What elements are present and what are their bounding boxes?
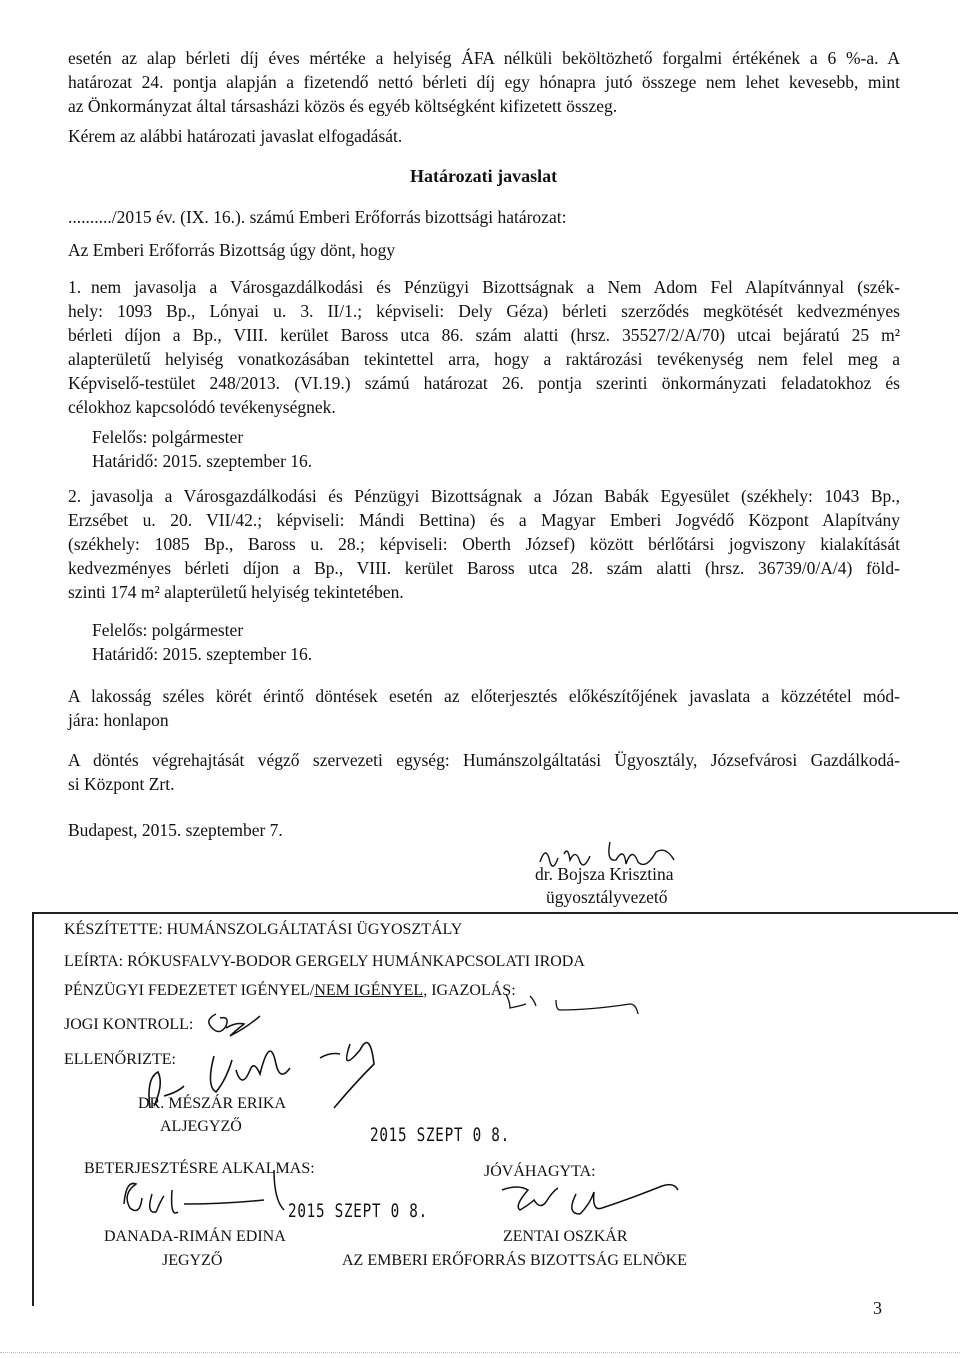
- approval-label: JÓVÁHAGYTA:: [484, 1163, 596, 1180]
- item-2-responsible: Felelős: polgármester: [92, 620, 244, 640]
- prepared-by: KÉSZÍTETTE: HUMÁNSZOLGÁLTATÁSI ÜGYOSZTÁLY: [64, 921, 463, 938]
- date-stamp-2: 2015 SZEPT 0 8.: [288, 1200, 428, 1222]
- item-1-number: 1.: [68, 277, 82, 297]
- publication-line-2: jára: honlapon: [68, 710, 169, 730]
- page-number: 3: [873, 1298, 882, 1318]
- item-1-line-1: nem javasolja a Városgazdálkodási és Pénzügyi Bizottságnak a Nem Adom Fel Alapítvánnyal (szék-: [91, 277, 900, 297]
- intro-line-2: határozat 24. pontja alapján a fizetendő nettó bérleti díj egy hónapra jutó összege nem lehet kevesebb, mint: [68, 72, 900, 92]
- item-1-line-4: alapterületű helyiség vonatkozásában tekintettel arra, hogy a raktározási tevékenység nem felel meg a: [68, 349, 900, 369]
- proposal-heading: Határozati javaslat: [410, 166, 558, 186]
- notary-signature: [112, 1170, 312, 1230]
- intro-line-3: az Önkormányzat által társasházi közös és egyéb költségként kifizetett összeg.: [68, 96, 618, 116]
- chair-title: AZ EMBERI ERŐFORRÁS BIZOTTSÁG ELNÖKE: [342, 1252, 687, 1269]
- date-stamp-1: 2015 SZEPT 0 8.: [370, 1124, 510, 1146]
- item-1-line-5: Képviselő-testület 248/2013. (VI.19.) számú határozat 26. pontja szerinti önkormányzati feladatokhoz és: [68, 373, 900, 393]
- written-by: LEÍRTA: RÓKUSFALVY-BODOR GERGELY HUMÁNKAPCSOLATI IRODA: [64, 953, 585, 970]
- legal-control: JOGI KONTROLL:: [64, 1016, 194, 1033]
- checker-title: ALJEGYZŐ: [160, 1118, 242, 1135]
- chair-signature: [492, 1178, 712, 1222]
- item-2-line-3: (székhely: 1085 Bp., Baross u. 28.; képviseli: Oberth József) között bérlőtársi jogviszony kialakítását: [68, 534, 900, 554]
- request-text: Kérem az alábbi határozati javaslat elfogadását.: [68, 126, 403, 146]
- checker-name: DR. MÉSZÁR ERIKA: [138, 1095, 287, 1112]
- intro-line-1: esetén az alap bérleti díj éves mértéke a helyiség ÁFA nélküli beköltözhető forgalmi értékének a 6 %-a. A: [68, 48, 900, 68]
- item-1-line-2: hely: 1093 Bp., Lónyai u. 3. II/1.; képviseli: Dely Géza) bérleti szerződés megkötését kedvezményes: [68, 301, 900, 321]
- resolution-number-line: ........../2015 év. (IX. 16.). számú Emberi Erőforrás bizottsági határozat:: [68, 207, 567, 227]
- item-2-line-1: javasolja a Városgazdálkodási és Pénzügyi Bizottságnak a Józan Babák Egyesület (székhely: 1043 Bp.,: [91, 486, 900, 506]
- item-2-line-2: Erzsébet u. 20. VII/42.; képviseli: Mándi Bettina) és a Magyar Emberi Jogvédő Központ Alapítvány: [68, 510, 900, 530]
- chair-name: ZENTAI OSZKÁR: [503, 1228, 628, 1245]
- item-2-number: 2.: [68, 486, 82, 506]
- page-bottom-divider: [0, 1352, 960, 1353]
- financial-suffix: , IGAZOLÁS:: [423, 982, 516, 999]
- item-2-deadline: Határidő: 2015. szeptember 16.: [92, 644, 313, 664]
- item-1-line-3: bérleti díjon a Bp., VIII. kerület Baross utca 86. szám alatti (hrsz. 35527/2/A/70) utcai bejáratú 25 m²: [68, 325, 900, 345]
- financial-signature: [500, 978, 640, 1018]
- execution-line-1: A döntés végrehajtását végző szervezeti egység: Humánszolgáltatási Ügyosztály, Józsefvárosi Gazdálkodá-: [68, 750, 900, 770]
- financial-line: [64, 979, 516, 1003]
- execution-line-2: si Központ Zrt.: [68, 774, 175, 794]
- submission-label: BETERJESZTÉSRE ALKALMAS:: [84, 1160, 315, 1177]
- item-2-line-5: szinti 174 m² alapterületű helyiség tekintetében.: [68, 582, 404, 602]
- publication-line-1: A lakosság széles körét érintő döntések esetén az előterjesztés előkészítőjének javaslata a közzététel mód-: [68, 686, 900, 706]
- item-1-deadline: Határidő: 2015. szeptember 16.: [92, 451, 313, 471]
- notary-name: DANADA-RIMÁN EDINA: [104, 1228, 286, 1245]
- signer-title: ügyosztályvezető: [546, 887, 668, 907]
- item-1-responsible: Felelős: polgármester: [92, 427, 244, 447]
- financial-prefix: PÉNZÜGYI FEDEZETET IGÉNYEL/: [64, 982, 315, 999]
- decision-intro: Az Emberi Erőforrás Bizottság úgy dönt, hogy: [68, 240, 396, 260]
- date-line: Budapest, 2015. szeptember 7.: [68, 820, 283, 840]
- notary-title: JEGYZŐ: [162, 1252, 223, 1269]
- item-1-line-6: célokhoz kapcsolódó tevékenységnek.: [68, 397, 336, 417]
- signer-name: dr. Bojsza Krisztina: [535, 864, 674, 884]
- financial-underlined: NEM IGÉNYEL: [314, 982, 424, 999]
- item-2-line-4: kedvezményes bérleti díjon a Bp., VIII. kerület Baross utca 28. szám alatti (hrsz. 36739/0/A/4) föld-: [68, 558, 900, 578]
- checked-label: ELLENŐRIZTE:: [64, 1051, 176, 1068]
